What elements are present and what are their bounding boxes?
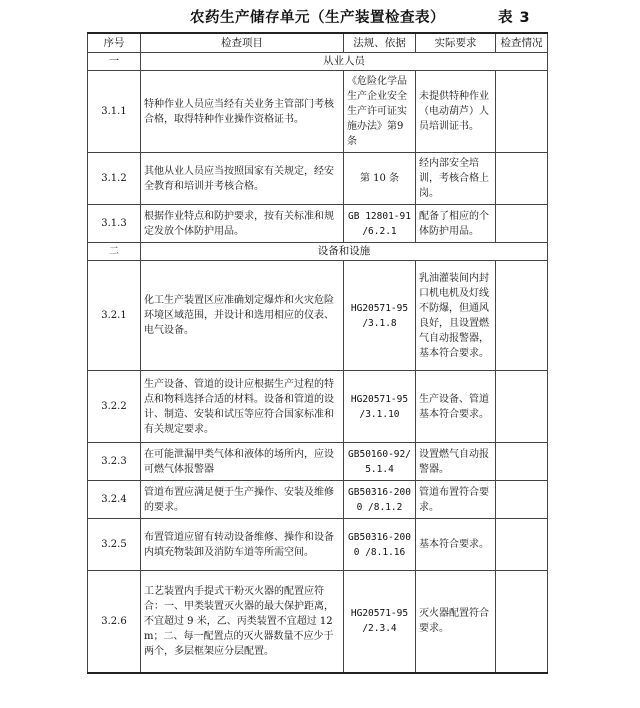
table-row [88,205,548,243]
row-requirement: 灭火器配置符合要求。 [416,571,496,673]
row-requirement: 基本符合要求。 [416,519,496,571]
header-num: 序号 [88,33,141,53]
row-item: 根据作业特点和防护要求，按有关标准和规定发放个体防护用品。 [141,205,344,243]
row-status [496,481,548,519]
row-item: 其他从业人员应当按照国家有关规定，经安全教育和培训并考核合格。 [141,153,344,205]
inspection-table [87,32,548,674]
row-requirement: 生产设备、管道基本符合要求。 [416,371,496,443]
section-row [88,243,548,261]
row-law: HG20571-95 /3.1.10 [344,371,416,443]
row-number: 3.2.3 [88,443,141,481]
document-title: 农药生产储存单元（生产装置检查表） [190,10,445,26]
row-status [496,371,548,443]
row-requirement: 管道布置符合要求。 [416,481,496,519]
header-law: 法规、依据 [344,33,416,53]
row-item: 化工生产装置区应准确划定爆炸和火灾危险环境区域范围，并设计和选用相应的仪表、电气设备。 [141,261,344,371]
section-row [88,53,548,71]
section-number: 二 [88,243,141,261]
table-row [88,571,548,673]
row-law: 《危险化学品生产企业安全生产许可证实施办法》第9条 [344,71,416,153]
table-row [88,371,548,443]
row-requirement: 经内部安全培训，考核合格上岗。 [416,153,496,205]
row-status [496,519,548,571]
row-number: 3.2.6 [88,571,141,673]
table-row [88,71,548,153]
row-item: 布置管道应留有转动设备维修、操作和设备内填充物装卸及消防车道等所需空间。 [141,519,344,571]
row-number: 3.1.2 [88,153,141,205]
row-law: HG20571-95 /2.3.4 [344,571,416,673]
row-number: 3.2.4 [88,481,141,519]
title-bar [0,6,640,28]
row-item: 管道布置应满足便于生产操作、安装及维修的要求。 [141,481,344,519]
row-item: 工艺装置内手提式干粉灭火器的配置应符合：一、甲类装置灭火器的最大保护距离，不宜超过 9 米，乙、丙类装置不宜超过 12m；二、每一配置点的灭火器数量不应少于两个，多层框架应分层配置。 [141,571,344,673]
header-item: 检查项目 [141,33,344,53]
row-item: 生产设备、管道的设计应根据生产过程的特点和物料选择合适的材料。设备和管道的设计、制造、安装和试压等应符合国家标准和有关规定要求。 [141,371,344,443]
row-status [496,571,548,673]
table-header-row [88,33,548,53]
row-requirement: 配备了相应的个体防护用品。 [416,205,496,243]
row-number: 3.1.1 [88,71,141,153]
row-law: 第 10 条 [344,153,416,205]
row-status [496,71,548,153]
row-number: 3.1.3 [88,205,141,243]
row-law: GB50316-2000 /8.1.16 [344,519,416,571]
table-row [88,153,548,205]
table-row [88,481,548,519]
header-req: 实际要求 [416,33,496,53]
row-number: 3.2.5 [88,519,141,571]
section-title: 设备和设施 [141,243,548,261]
row-number: 3.2.1 [88,261,141,371]
row-item: 在可能泄漏甲类气体和液体的场所内，应设可燃气体报警器 [141,443,344,481]
row-law: HG20571-95 /3.1.8 [344,261,416,371]
table-number: 表 3 [498,10,531,26]
row-status [496,205,548,243]
row-status [496,261,548,371]
section-title: 从业人员 [141,53,548,71]
row-requirement: 设置燃气自动报警器。 [416,443,496,481]
table-row [88,443,548,481]
row-item: 特种作业人员应当经有关业务主管部门考核合格，取得特种作业操作资格证书。 [141,71,344,153]
row-number: 3.2.2 [88,371,141,443]
row-status [496,153,548,205]
row-law: GB50160-92/5.1.4 [344,443,416,481]
table-row [88,261,548,371]
section-number: 一 [88,53,141,71]
row-law: GB50316-2000 /8.1.2 [344,481,416,519]
table-row [88,519,548,571]
row-status [496,443,548,481]
row-requirement: 乳油灌装间内封口机电机及灯线不防爆，但通风良好，且设置燃气自动报警器，基本符合要求。 [416,261,496,371]
row-law: GB 12801-91 /6.2.1 [344,205,416,243]
header-status: 检查情况 [496,33,548,53]
row-requirement: 未提供特种作业（电动葫芦）人员培训证书。 [416,71,496,153]
